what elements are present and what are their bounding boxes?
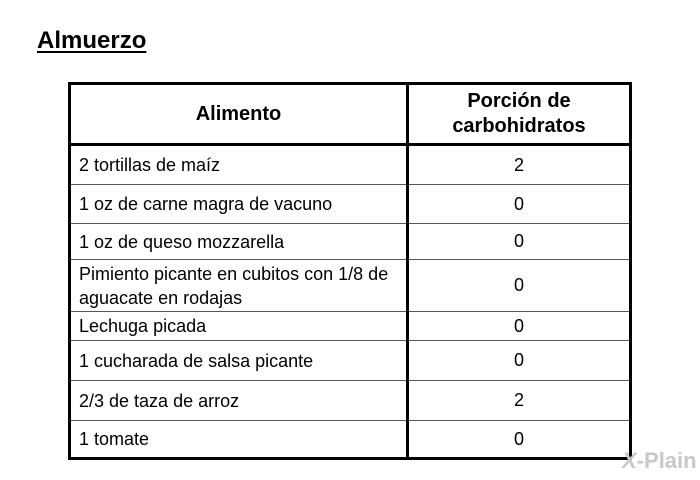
food-cell: 1 oz de queso mozzarella bbox=[79, 231, 285, 252]
carb-table bbox=[68, 82, 632, 460]
table-row bbox=[71, 312, 629, 341]
carbs-cell: 0 bbox=[513, 231, 524, 251]
food-cell: Lechuga picada bbox=[79, 316, 207, 336]
logo-text: -Plain bbox=[636, 448, 697, 473]
page-title: Almuerzo bbox=[37, 27, 147, 54]
table-row bbox=[71, 185, 629, 224]
food-cell: 2/3 de taza de arroz bbox=[79, 390, 240, 411]
table-row bbox=[71, 341, 629, 381]
header-food: Alimento bbox=[195, 102, 282, 125]
table-row bbox=[71, 381, 629, 421]
table-row bbox=[71, 421, 629, 457]
carbs-cell: 0 bbox=[513, 315, 524, 336]
carbs-cell: 2 bbox=[513, 154, 524, 175]
carbs-cell: 0 bbox=[513, 275, 524, 295]
table-row bbox=[71, 146, 629, 185]
carbs-cell: 0 bbox=[513, 193, 524, 214]
table-row bbox=[71, 224, 629, 260]
carbs-cell: 0 bbox=[513, 350, 524, 370]
food-cell: 1 oz de carne magra de vacuno bbox=[79, 194, 333, 214]
food-cell: Pimiento picante en cubitos con 1/8 de aguacate en rodajas bbox=[79, 263, 389, 308]
xplain-logo bbox=[622, 448, 697, 474]
logo-figure-icon: X bbox=[622, 448, 637, 473]
header-carbs bbox=[409, 85, 629, 143]
carbs-cell: 2 bbox=[513, 390, 524, 410]
table-header bbox=[71, 85, 629, 146]
food-cell: 1 tomate bbox=[79, 429, 150, 449]
header-carbs-label: Porción de carbohidratos bbox=[452, 90, 586, 137]
carbs-cell: 0 bbox=[513, 428, 524, 449]
food-cell: 2 tortillas de maíz bbox=[79, 155, 221, 175]
food-cell: 1 cucharada de salsa picante bbox=[79, 350, 314, 371]
table-row bbox=[71, 260, 629, 312]
column-divider bbox=[406, 85, 409, 457]
